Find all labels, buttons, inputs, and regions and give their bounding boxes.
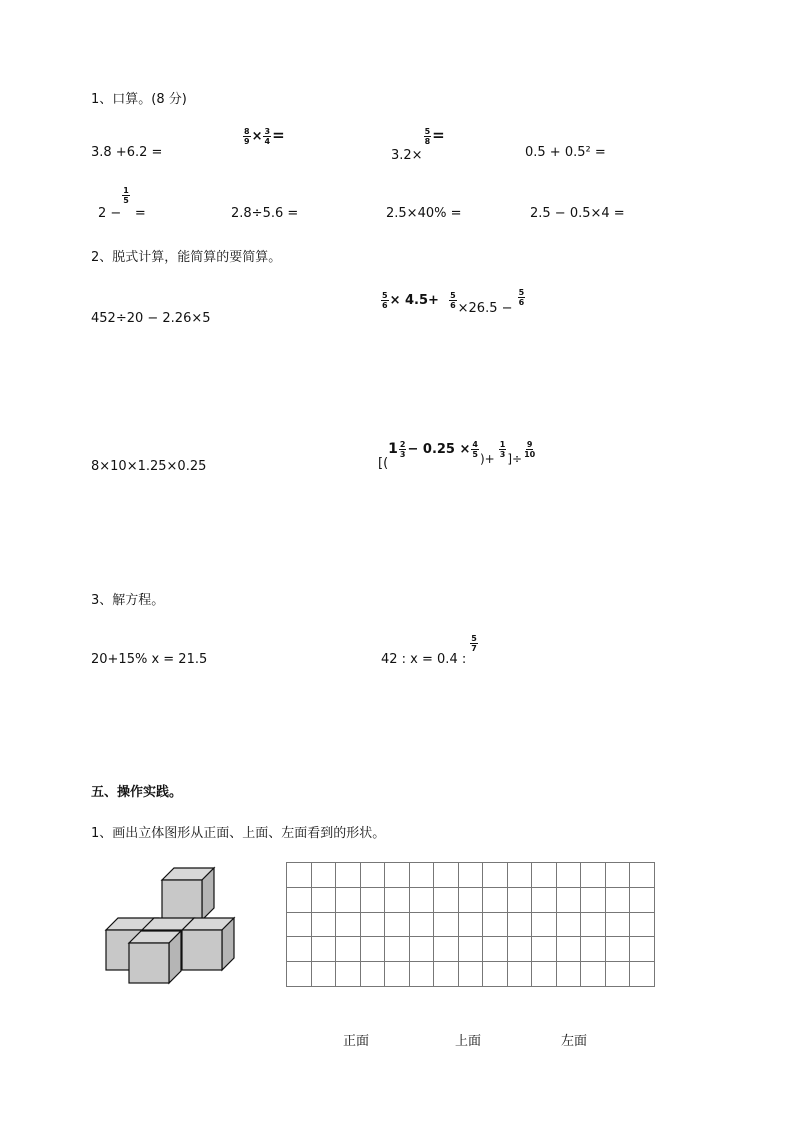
grid-cell[interactable]	[287, 863, 312, 888]
section1-title: 1、口算。(8 分)	[91, 92, 187, 107]
grid-cell[interactable]	[287, 937, 312, 962]
grid-cell[interactable]	[360, 962, 385, 987]
grid-cell[interactable]	[581, 937, 606, 962]
grid-cell[interactable]	[458, 887, 483, 912]
label-top-view: 上面	[455, 1034, 482, 1049]
oral-q7: 2.5×40% =	[386, 206, 462, 221]
grid-cell[interactable]	[360, 887, 385, 912]
grid-cell[interactable]	[556, 937, 581, 962]
fraction: $\frac{5}{6}$	[518, 288, 525, 307]
equation-1: 20+15% x = 21.5	[91, 652, 208, 667]
grid-cell[interactable]	[507, 863, 532, 888]
equation-2: 42 : x = 0.4 : $\frac{5}{7}$	[381, 634, 477, 667]
grid-row	[287, 863, 655, 888]
grid-cell[interactable]	[630, 912, 655, 937]
grid-cell[interactable]	[434, 887, 459, 912]
grid-row	[287, 962, 655, 987]
oral-q4: 0.5 + 0.5² =	[525, 145, 606, 160]
fraction: $\frac{8}{9}$	[244, 127, 250, 146]
grid-cell[interactable]	[581, 887, 606, 912]
grid-cell[interactable]	[311, 863, 336, 888]
grid-cell[interactable]	[287, 912, 312, 937]
grid-cell[interactable]	[458, 962, 483, 987]
grid-cell[interactable]	[336, 863, 361, 888]
grid-cell[interactable]	[605, 863, 630, 888]
oral-q6: 2.8÷5.6 =	[231, 206, 299, 221]
oral-q2: $\frac{8}{9}$ × $\frac{3}{4}$ =	[244, 126, 285, 146]
grid-cell[interactable]	[458, 912, 483, 937]
grid-cell[interactable]	[483, 912, 508, 937]
oral-q1: 3.8 +6.2 =	[91, 145, 163, 160]
grid-cell[interactable]	[311, 887, 336, 912]
grid-cell[interactable]	[409, 863, 434, 888]
calc-expr-2: $\frac{5}{6}$ × 4.5+ $\frac{5}{6}$ ×26.5 − $\frac{5}{6}$	[382, 288, 525, 316]
grid-cell[interactable]	[483, 962, 508, 987]
fraction: $\frac{9}{10}$	[524, 440, 536, 459]
grid-cell[interactable]	[336, 937, 361, 962]
grid-cell[interactable]	[311, 912, 336, 937]
grid-cell[interactable]	[630, 863, 655, 888]
fraction: $\frac{3}{4}$	[264, 127, 271, 146]
section3-title: 3、解方程。	[91, 593, 165, 608]
grid-cell[interactable]	[605, 937, 630, 962]
grid-cell[interactable]	[385, 912, 410, 937]
fraction: $\frac{1}{5}$	[123, 186, 129, 205]
grid-cell[interactable]	[360, 937, 385, 962]
grid-cell[interactable]	[532, 887, 557, 912]
calc-expr-1: 452÷20 − 2.26×5	[91, 311, 211, 326]
grid-cell[interactable]	[556, 962, 581, 987]
grid-cell[interactable]	[409, 912, 434, 937]
calc-expr-4: [(1 $\frac{2}{3}$ − 0.25 × $\frac{4}{5}$ )+ $\frac{1}{3}$ ]÷ $\frac{9}{10}$	[378, 440, 536, 471]
grid-cell[interactable]	[581, 863, 606, 888]
grid-cell[interactable]	[385, 887, 410, 912]
grid-cell[interactable]	[507, 937, 532, 962]
grid-cell[interactable]	[360, 912, 385, 937]
grid-cell[interactable]	[385, 962, 410, 987]
grid-cell[interactable]	[483, 887, 508, 912]
grid-row	[287, 912, 655, 937]
grid-cell[interactable]	[336, 962, 361, 987]
grid-cell[interactable]	[385, 937, 410, 962]
grid-cell[interactable]	[409, 887, 434, 912]
grid-cell[interactable]	[434, 912, 459, 937]
grid-cell[interactable]	[605, 887, 630, 912]
grid-cell[interactable]	[434, 863, 459, 888]
grid-cell[interactable]	[630, 962, 655, 987]
grid-cell[interactable]	[458, 937, 483, 962]
grid-cell[interactable]	[311, 937, 336, 962]
fraction: $\frac{5}{7}$	[471, 634, 477, 653]
grid-cell[interactable]	[556, 863, 581, 888]
grid-cell[interactable]	[605, 912, 630, 937]
label-front-view: 正面	[343, 1034, 370, 1049]
grid-cell[interactable]	[336, 887, 361, 912]
grid-cell[interactable]	[532, 912, 557, 937]
grid-cell[interactable]	[581, 912, 606, 937]
grid-cell[interactable]	[483, 937, 508, 962]
section2-title: 2、脱式计算，能简算的要简算。	[91, 250, 282, 265]
grid-cell[interactable]	[556, 912, 581, 937]
grid-cell[interactable]	[409, 962, 434, 987]
grid-cell[interactable]	[434, 937, 459, 962]
grid-cell[interactable]	[532, 863, 557, 888]
grid-cell[interactable]	[532, 937, 557, 962]
grid-cell[interactable]	[360, 863, 385, 888]
grid-cell[interactable]	[556, 887, 581, 912]
grid-table[interactable]	[286, 862, 655, 987]
fraction: $\frac{5}{6}$	[450, 291, 456, 310]
practice-question: 1、画出立体图形从正面、上面、左面看到的形状。	[91, 826, 386, 841]
grid-cell[interactable]	[532, 962, 557, 987]
grid-cell[interactable]	[287, 887, 312, 912]
grid-cell[interactable]	[483, 863, 508, 888]
oral-q3: 3.2× $\frac{5}{8}$ =	[391, 126, 445, 163]
label-left-view: 左面	[561, 1034, 588, 1049]
grid-cell[interactable]	[630, 887, 655, 912]
grid-row	[287, 937, 655, 962]
grid-cell[interactable]	[458, 863, 483, 888]
grid-cell[interactable]	[630, 937, 655, 962]
grid-cell[interactable]	[434, 962, 459, 987]
grid-cell[interactable]	[385, 863, 410, 888]
grid-cell[interactable]	[311, 962, 336, 987]
grid-row	[287, 887, 655, 912]
grid-cell[interactable]	[287, 962, 312, 987]
grid-cell[interactable]	[605, 962, 630, 987]
calc-expr-3: 8×10×1.25×0.25	[91, 459, 207, 474]
fraction: $\frac{5}{6}$	[382, 291, 388, 310]
drawing-grid[interactable]	[286, 862, 658, 986]
grid-cell[interactable]	[507, 912, 532, 937]
fraction: $\frac{2}{3}$	[399, 440, 406, 459]
fraction: $\frac{5}{8}$	[424, 127, 431, 146]
fraction: $\frac{1}{3}$	[499, 440, 506, 459]
grid-cell[interactable]	[507, 887, 532, 912]
section5-title: 五、操作实践。	[91, 785, 183, 800]
grid-cell[interactable]	[409, 937, 434, 962]
grid-cell[interactable]	[507, 962, 532, 987]
cube-figure	[100, 862, 245, 987]
oral-q8: 2.5 − 0.5×4 =	[530, 206, 625, 221]
grid-cell[interactable]	[581, 962, 606, 987]
fraction: $\frac{4}{5}$	[472, 440, 478, 459]
grid-cell[interactable]	[336, 912, 361, 937]
oral-q5: 2 − $\frac{1}{5}$ =	[98, 186, 146, 221]
